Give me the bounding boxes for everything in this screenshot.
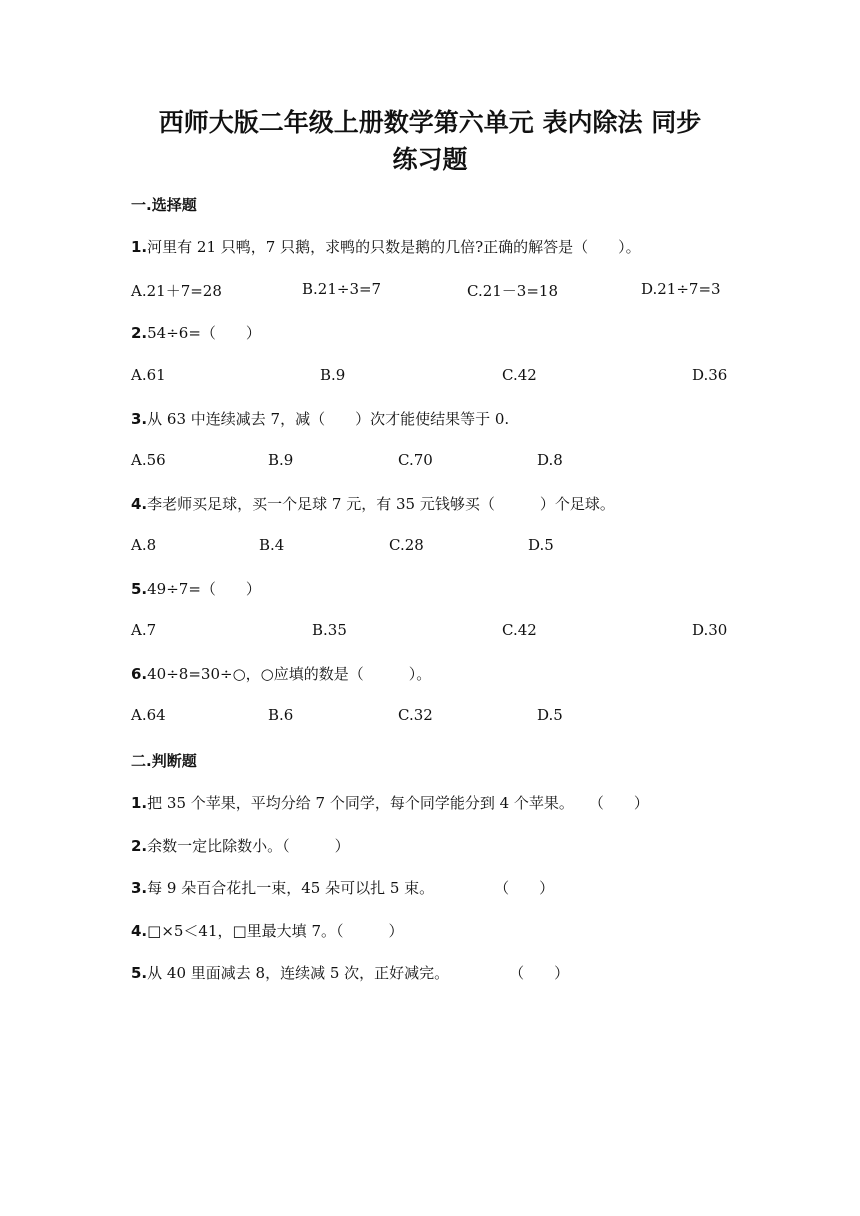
question-text: 5.49÷7=（ ）	[131, 580, 261, 598]
question-text: 3.每 9 朵百合花扎一束，45 朵可以扎 5 束。 （ ）	[131, 879, 555, 897]
option-c: C.21－3=18	[467, 282, 558, 300]
question-text: 1.河里有 21 只鸭，7 只鹅，求鸭的只数是鹅的几倍?正确的解答是（ ）。	[131, 238, 641, 256]
option-a: A.64	[131, 706, 166, 724]
page-title-line2: 练习题	[392, 145, 468, 174]
option-a: A.7	[131, 621, 157, 639]
option-c: C.32	[398, 706, 433, 724]
option-b: B.9	[268, 451, 294, 469]
option-c: C.28	[389, 536, 424, 554]
page-title-line1: 西师大版二年级上册数学第六单元 表内除法 同步	[158, 108, 702, 137]
option-a: A.21＋7=28	[131, 282, 222, 300]
question-text: 1.把 35 个苹果，平均分给 7 个同学，每个同学能分到 4 个苹果。 （ ）	[131, 794, 649, 812]
option-d: D.8	[537, 451, 563, 469]
question-text: 6.40÷8=30÷○，○应填的数是（ ）。	[131, 665, 432, 683]
section-heading-judgement: 二.判断题	[131, 752, 197, 770]
option-c: C.42	[502, 621, 537, 639]
question-text: 3.从 63 中连续减去 7，减（ ）次才能使结果等于 0.	[131, 410, 510, 428]
option-a: A.56	[131, 451, 166, 469]
option-b: B.4	[259, 536, 285, 554]
question-text: 5.从 40 里面减去 8，连续减 5 次，正好减完。 （ ）	[131, 964, 570, 982]
section-heading-choice: 一.选择题	[131, 196, 197, 214]
option-c: C.70	[398, 451, 433, 469]
option-d: D.36	[692, 366, 728, 384]
question-text: 2.余数一定比除数小。（ ）	[131, 837, 350, 855]
option-a: A.8	[131, 536, 157, 554]
question-text: 2.54÷6=（ ）	[131, 324, 261, 342]
option-c: C.42	[502, 366, 537, 384]
option-b: B.21÷3=7	[302, 280, 382, 298]
option-d: D.5	[528, 536, 554, 554]
question-text: 4.□×5＜41，□里最大填 7。（ ）	[131, 922, 404, 940]
option-b: B.35	[312, 621, 347, 639]
option-d: D.21÷7=3	[641, 280, 721, 298]
option-d: D.5	[537, 706, 563, 724]
option-a: A.61	[131, 366, 166, 384]
option-d: D.30	[692, 621, 728, 639]
option-b: B.9	[320, 366, 346, 384]
question-text: 4.李老师买足球，买一个足球 7 元，有 35 元钱够买（ ）个足球。	[131, 495, 615, 513]
option-b: B.6	[268, 706, 294, 724]
